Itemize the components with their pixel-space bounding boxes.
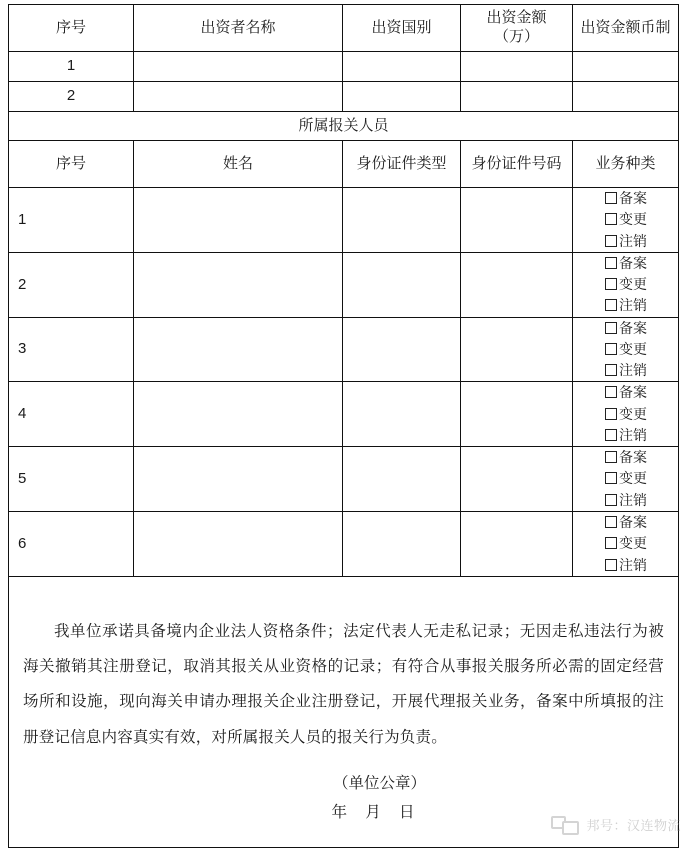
business-option-record[interactable]: [605, 447, 678, 468]
row-index-label: 4: [18, 405, 27, 423]
business-option-label: 备案: [619, 513, 647, 530]
business-option-change[interactable]: [605, 274, 678, 295]
business-option-list: [573, 382, 678, 446]
checkbox-icon[interactable]: [605, 408, 617, 420]
business-option-change[interactable]: [605, 533, 678, 554]
checkbox-icon[interactable]: [605, 343, 617, 355]
declarant-row-2-id-number[interactable]: [461, 252, 573, 317]
investor-row-2-currency[interactable]: [573, 82, 679, 112]
declaration-body: [9, 596, 678, 828]
business-option-cancel[interactable]: [605, 295, 678, 316]
declarant-row-2-id-type[interactable]: [343, 252, 461, 317]
checkbox-icon[interactable]: [605, 299, 617, 311]
declarant-header-id-number: 身份证件号码: [461, 141, 573, 188]
declarant-row-1-business-type: [573, 188, 679, 253]
checkbox-icon[interactable]: [605, 278, 617, 290]
business-option-label: 注销: [619, 426, 647, 443]
table-row: [9, 82, 679, 112]
business-option-cancel[interactable]: [605, 360, 678, 381]
business-option-list: [573, 318, 678, 382]
checkbox-icon[interactable]: [605, 257, 617, 269]
business-option-label: 注销: [619, 232, 647, 249]
row-index-label: 3: [18, 340, 27, 358]
date-label: 年 月 日: [331, 804, 422, 822]
declarant-row-2-index: [9, 252, 134, 317]
investor-row-1-name[interactable]: [134, 52, 343, 82]
declarant-row-6-id-type[interactable]: [343, 511, 461, 576]
business-option-label: 变更: [619, 211, 647, 228]
business-option-record[interactable]: [605, 253, 678, 274]
checkbox-icon[interactable]: [605, 386, 617, 398]
table-row: [9, 317, 679, 382]
business-option-label: 备案: [619, 254, 647, 271]
business-option-cancel[interactable]: [605, 490, 678, 511]
row-index-label: 6: [18, 534, 27, 552]
row-index-label: 1: [18, 210, 27, 228]
declarant-row-5-business-type: [573, 447, 679, 512]
checkbox-icon[interactable]: [605, 451, 617, 463]
declaration-cell: [9, 576, 679, 847]
investor-row-1-amount[interactable]: [461, 52, 573, 82]
investor-header-amount-line1: 出资金额: [486, 9, 547, 27]
row-index-label: 2: [18, 275, 27, 293]
investor-row-1-currency[interactable]: [573, 52, 679, 82]
declarant-row-1-name[interactable]: [134, 188, 343, 253]
checkbox-icon[interactable]: [605, 322, 617, 334]
declarant-row-4-name[interactable]: [134, 382, 343, 447]
checkbox-icon[interactable]: [605, 559, 617, 571]
business-option-record[interactable]: [605, 318, 678, 339]
business-option-record[interactable]: [605, 188, 678, 209]
declarant-row-1-id-number[interactable]: [461, 188, 573, 253]
declarant-row-4-id-number[interactable]: [461, 382, 573, 447]
table-row: [9, 511, 679, 576]
checkbox-icon[interactable]: [605, 537, 617, 549]
declarant-row-6-id-number[interactable]: [461, 511, 573, 576]
business-option-cancel[interactable]: [605, 231, 678, 252]
investor-header-currency: 出资金额币制: [573, 5, 679, 52]
declarant-row-5-id-number[interactable]: [461, 447, 573, 512]
declaration-text: 我单位承诺具备境内企业法人资格条件；法定代表人无走私记录；无因走私违法行为被海关撤销其注册登记，取消其报关从业资格的记录；有符合从事报关服务所必需的固定经营场所和设施，现向海关申请办理报关企业注册登记，开展代理报关业务，备案中所填报的注册登记信息内容真实有效，对所属报关人员的报关行为负责。: [23, 622, 664, 746]
watermark: [551, 815, 681, 834]
business-option-label: 备案: [619, 190, 647, 206]
business-option-label: 备案: [619, 384, 647, 401]
business-option-label: 变更: [619, 276, 647, 293]
business-option-cancel[interactable]: [605, 555, 678, 576]
checkbox-icon[interactable]: [605, 213, 617, 225]
investor-row-2-index: 2: [9, 82, 134, 112]
declarant-row-3-id-number[interactable]: [461, 317, 573, 382]
declarant-row-4-id-type[interactable]: [343, 382, 461, 447]
table-row: [9, 252, 679, 317]
declarant-header-row: [9, 141, 679, 188]
investor-row-1-country[interactable]: [343, 52, 461, 82]
declarant-row-3-id-type[interactable]: [343, 317, 461, 382]
business-option-change[interactable]: [605, 468, 678, 489]
business-option-cancel[interactable]: [605, 425, 678, 446]
business-option-list: [573, 512, 678, 576]
investor-header-name: 出资者名称: [134, 5, 343, 52]
chat-bubble-large-icon: [562, 821, 579, 835]
business-option-label: 变更: [619, 340, 647, 357]
business-option-label: 注销: [619, 556, 647, 573]
declarant-section-title: 所属报关人员: [9, 112, 679, 141]
checkbox-icon[interactable]: [605, 235, 617, 247]
business-option-list: [573, 253, 678, 317]
checkbox-icon[interactable]: [605, 192, 617, 204]
investor-header-amount: [461, 5, 573, 52]
business-option-record[interactable]: [605, 512, 678, 533]
table-row: [9, 52, 679, 82]
declarant-row-6-index: [9, 511, 134, 576]
declaration-row: [9, 576, 679, 847]
declarant-row-6-business-type: [573, 511, 679, 576]
company-seal-label: （单位公章）: [332, 775, 426, 792]
business-option-label: 变更: [619, 405, 647, 422]
investor-header-amount-line2: （万）: [493, 28, 539, 45]
investor-row-1-index: 1: [9, 52, 134, 82]
declarant-row-4-index: [9, 382, 134, 447]
investor-row-2-name[interactable]: [134, 82, 343, 112]
declarant-row-3-name[interactable]: [134, 317, 343, 382]
business-option-label: 注销: [619, 491, 647, 508]
business-option-list: [573, 447, 678, 511]
business-option-list: [573, 188, 678, 252]
business-option-change[interactable]: [605, 339, 678, 360]
registration-form-table: [8, 4, 679, 848]
checkbox-icon[interactable]: [605, 494, 617, 506]
investor-header-row: [9, 5, 679, 52]
declarant-row-5-id-type[interactable]: [343, 447, 461, 512]
declarant-header-id-type: 身份证件类型: [343, 141, 461, 188]
declarant-section-title-row: [9, 112, 679, 141]
business-option-label: 变更: [619, 535, 647, 552]
business-option-label: 变更: [619, 470, 647, 487]
business-option-record[interactable]: [605, 382, 678, 403]
business-option-label: 备案: [619, 319, 647, 336]
checkbox-icon[interactable]: [605, 516, 617, 528]
declarant-row-3-index: [9, 317, 134, 382]
declarant-row-4-business-type: [573, 382, 679, 447]
investor-row-2-country[interactable]: [343, 82, 461, 112]
declarant-row-3-business-type: [573, 317, 679, 382]
watermark-text: 邦号：汉连物流: [586, 818, 681, 833]
declarant-header-business-type: 业务种类: [573, 141, 679, 188]
row-index-label: 5: [18, 469, 27, 487]
declarant-row-2-business-type: [573, 252, 679, 317]
chat-bubbles-icon: [551, 816, 581, 834]
checkbox-icon[interactable]: [605, 364, 617, 376]
declarant-row-1-id-type[interactable]: [343, 188, 461, 253]
business-option-change[interactable]: [605, 209, 678, 230]
investor-header-index: 序号: [9, 5, 134, 52]
declarant-row-2-name[interactable]: [134, 252, 343, 317]
declarant-row-6-name[interactable]: [134, 511, 343, 576]
checkbox-icon[interactable]: [605, 472, 617, 484]
declarant-header-name: 姓名: [134, 141, 343, 188]
investor-row-2-amount[interactable]: [461, 82, 573, 112]
table-row: [9, 447, 679, 512]
business-option-label: 注销: [619, 362, 647, 379]
table-row: [9, 188, 679, 253]
declarant-row-5-index: [9, 447, 134, 512]
declarant-row-1-index: [9, 188, 134, 253]
business-option-change[interactable]: [605, 404, 678, 425]
declarant-row-5-name[interactable]: [134, 447, 343, 512]
business-option-label: 备案: [619, 449, 647, 466]
checkbox-icon[interactable]: [605, 429, 617, 441]
table-row: [9, 382, 679, 447]
business-option-label: 注销: [619, 297, 647, 314]
declarant-header-index: 序号: [9, 141, 134, 188]
investor-header-country: 出资国别: [343, 5, 461, 52]
